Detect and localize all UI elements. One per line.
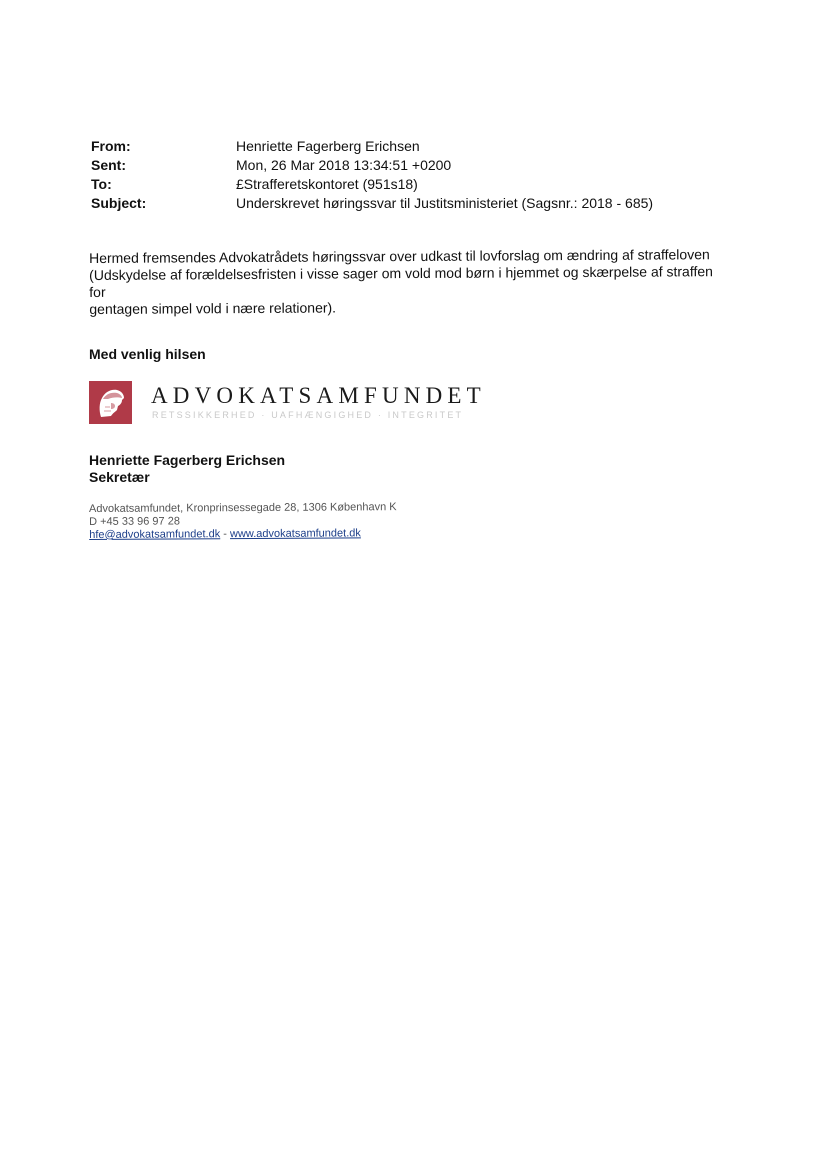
closing-greeting: Med venlig hilsen [89, 346, 206, 362]
website-link[interactable]: www.advokatsamfundet.dk [229, 527, 361, 541]
sent-label: Sent: [91, 156, 126, 173]
signature-title: Sekretær [89, 469, 150, 485]
message-line: gentagen simpel vold i nære relationer). [89, 299, 337, 317]
to-value: £Strafferetskontoret (951s18) [236, 175, 418, 192]
header-from-row [91, 136, 711, 155]
helmet-head-icon [89, 381, 132, 424]
from-value: Henriette Fagerberg Erichsen [236, 137, 420, 154]
header-subject-row [91, 193, 711, 212]
advokatsamfundet-logo [89, 381, 486, 425]
to-label: To: [91, 175, 112, 192]
contact-address: Advokatsamfundet, Kronprinsessegade 28, 1306 København K [89, 501, 397, 515]
message-line: Hermed fremsendes Advokatrådets høringssvar over udkast til lovforslag om ændring af straffeloven [89, 246, 710, 266]
message-body [89, 246, 729, 318]
logo-wordmark: ADVOKATSAMFUNDET [151, 383, 486, 408]
contact-phone: D +45 33 96 97 28 [89, 515, 180, 528]
contact-block [89, 501, 397, 542]
email-header [91, 136, 711, 212]
signature-name: Henriette Fagerberg Erichsen [89, 452, 286, 468]
message-line: (Udskydelse af forældelsesfristen i visse sager om vold mod børn i hjemmet og skærpelse af straffen for [89, 263, 713, 300]
subject-label: Subject: [91, 194, 147, 211]
sent-value: Mon, 26 Mar 2018 13:34:51 +0200 [236, 156, 452, 173]
header-to-row [91, 174, 711, 193]
subject-value: Underskrevet høringssvar til Justitsministeriet (Sagsnr.: 2018 - 685) [236, 194, 654, 211]
from-label: From: [91, 137, 131, 154]
link-separator: - [220, 528, 231, 541]
email-link[interactable]: hfe@advokatsamfundet.dk [89, 528, 221, 541]
contact-links [89, 527, 397, 542]
logo-tagline: RETSSIKKERHED · UAFHÆNGIGHED · INTEGRITET [152, 410, 464, 420]
header-sent-row [91, 155, 711, 174]
